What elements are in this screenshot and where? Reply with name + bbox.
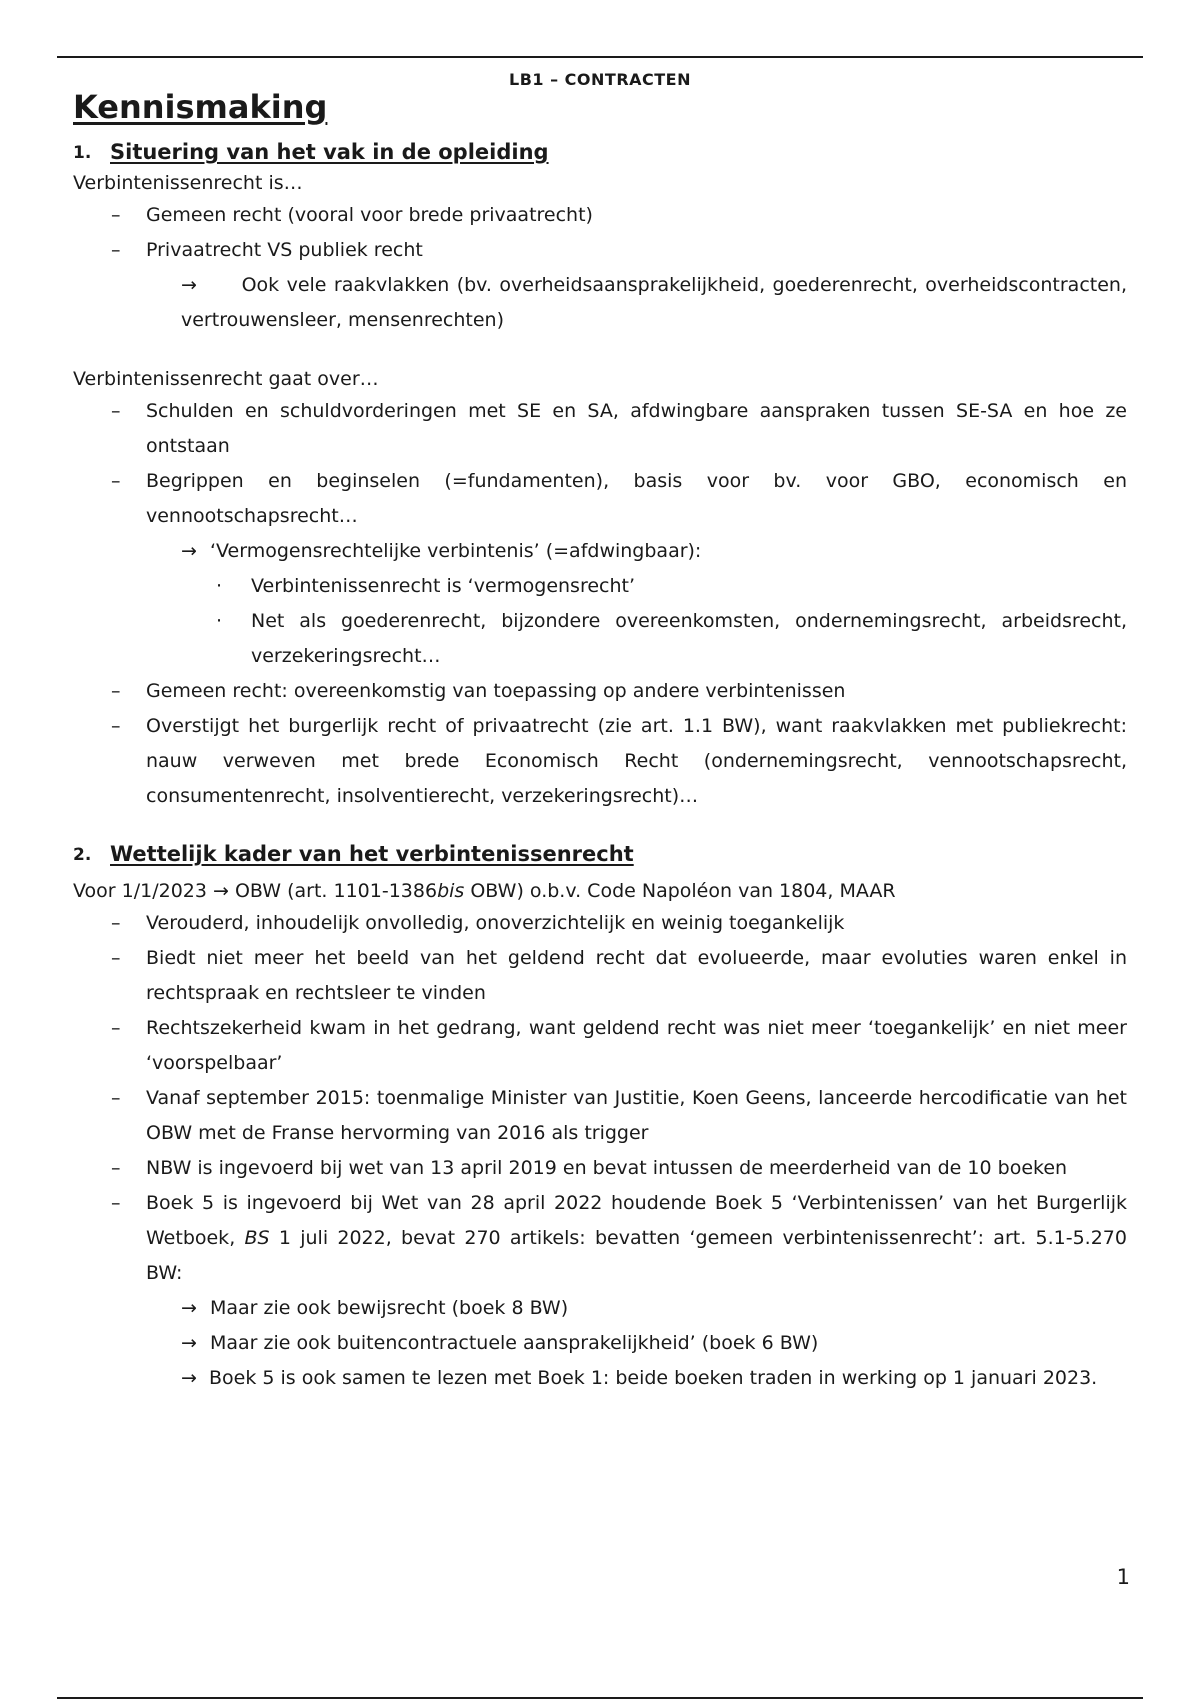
arrow-text: Maar zie ook buitencontractuele aansprakelijkheid’ (boek 6 BW) xyxy=(210,1332,819,1354)
section-number: 2. xyxy=(73,845,92,865)
arrow-text: Ook vele raakvlakken (bv. overheidsaansprakelijkheid, goederenrecht, overheidscontracten, vertrouwensleer, mensenrechten) xyxy=(181,274,1127,331)
list-item: – Schulden en schuldvorderingen met SE en SA, afdwingbare aanspraken tussen SE-SA en hoe ze ontstaan xyxy=(111,394,1127,464)
list-item: – Verouderd, inhoudelijk onvolledig, onoverzichtelijk en weinig toegankelijk xyxy=(111,906,1127,941)
arrow-text: Boek 5 is ook samen te lezen met Boek 1: beide boeken traden in werking op 1 januari 2023. xyxy=(209,1367,1098,1389)
list-item: – Gemeen recht: overeenkomstig van toepassing op andere verbintenissen xyxy=(111,674,1127,709)
section-title: Situering van het vak in de opleiding xyxy=(110,140,549,164)
arrow-item xyxy=(181,534,1127,569)
arrow-item xyxy=(181,1291,1127,1326)
page-number: 1 xyxy=(1116,1565,1130,1589)
arrow-icon: → xyxy=(181,1297,197,1319)
paragraph: Verbintenissenrecht is… xyxy=(73,172,303,194)
list-item: – Overstijgt het burgerlijk recht of privaatrecht (zie art. 1.1 BW), want raakvlakken met publiekrecht: nauw verweven met brede Economisch Recht (ondernemingsrecht, vennootschapsrecht, consumentenrecht, insolventierecht, verzekeringsrecht)… xyxy=(111,709,1127,814)
list-item: – Privaatrecht VS publiek recht xyxy=(111,233,1127,268)
arrow-text: Maar zie ook bewijsrecht (boek 8 BW) xyxy=(210,1297,569,1319)
section-2-heading xyxy=(73,842,1127,866)
arrow-text: ‘Vermogensrechtelijke verbintenis’ (=afdwingbaar): xyxy=(210,540,702,562)
list-item: – Rechtszekerheid kwam in het gedrang, want geldend recht was niet meer ‘toegankelijk’ en niet meer ‘voorspelbaar’ xyxy=(111,1011,1127,1081)
paragraph: Voor 1/1/2023 → OBW (art. 1101-1386bis OBW) o.b.v. Code Napoléon van 1804, MAAR xyxy=(73,880,896,902)
arrow-icon: → xyxy=(181,274,242,296)
list-item: – NBW is ingevoerd bij wet van 13 april 2019 en bevat intussen de meerderheid van de 10 boeken xyxy=(111,1151,1127,1186)
paragraph: Verbintenissenrecht gaat over… xyxy=(73,368,379,390)
list-item: · Net als goederenrecht, bijzondere overeenkomsten, ondernemingsrecht, arbeidsrecht, verzekeringsrecht… xyxy=(216,604,1127,674)
section-title: Wettelijk kader van het verbintenissenrecht xyxy=(110,842,634,866)
list-item: · Verbintenissenrecht is ‘vermogensrecht’ xyxy=(216,569,1127,604)
document-title: Kennismaking xyxy=(73,88,328,126)
section-1-heading xyxy=(73,140,1127,164)
section-number: 1. xyxy=(73,143,92,163)
header-rule xyxy=(57,56,1143,58)
document-body xyxy=(73,88,1127,1396)
list-item: – Gemeen recht (vooral voor brede privaatrecht) xyxy=(111,198,1127,233)
page-header: LB1 – CONTRACTEN xyxy=(509,70,691,89)
arrow-item xyxy=(181,1326,1127,1361)
arrow-icon: → xyxy=(181,540,197,562)
list-item: – Vanaf september 2015: toenmalige Minister van Justitie, Koen Geens, lanceerde hercodificatie van het OBW met de Franse hervorming van 2016 als trigger xyxy=(111,1081,1127,1151)
list-item: – Boek 5 is ingevoerd bij Wet van 28 april 2022 houdende Boek 5 ‘Verbintenissen’ van het Burgerlijk Wetboek, BS 1 juli 2022, bevat 270 artikels: bevatten ‘gemeen verbintenissenrecht’: art. 5.1-5.270 BW: xyxy=(111,1186,1127,1291)
arrow-icon: → xyxy=(181,1332,197,1354)
arrow-item xyxy=(181,1361,1127,1396)
footer-rule xyxy=(57,1697,1143,1699)
list-item: – Begrippen en beginselen (=fundamenten), basis voor bv. voor GBO, economisch en vennootschapsrecht… xyxy=(111,464,1127,534)
arrow-icon: → xyxy=(181,1367,209,1389)
arrow-item xyxy=(181,268,1127,338)
list-item: – Biedt niet meer het beeld van het geldend recht dat evolueerde, maar evoluties waren enkel in rechtspraak en rechtsleer te vinden xyxy=(111,941,1127,1011)
